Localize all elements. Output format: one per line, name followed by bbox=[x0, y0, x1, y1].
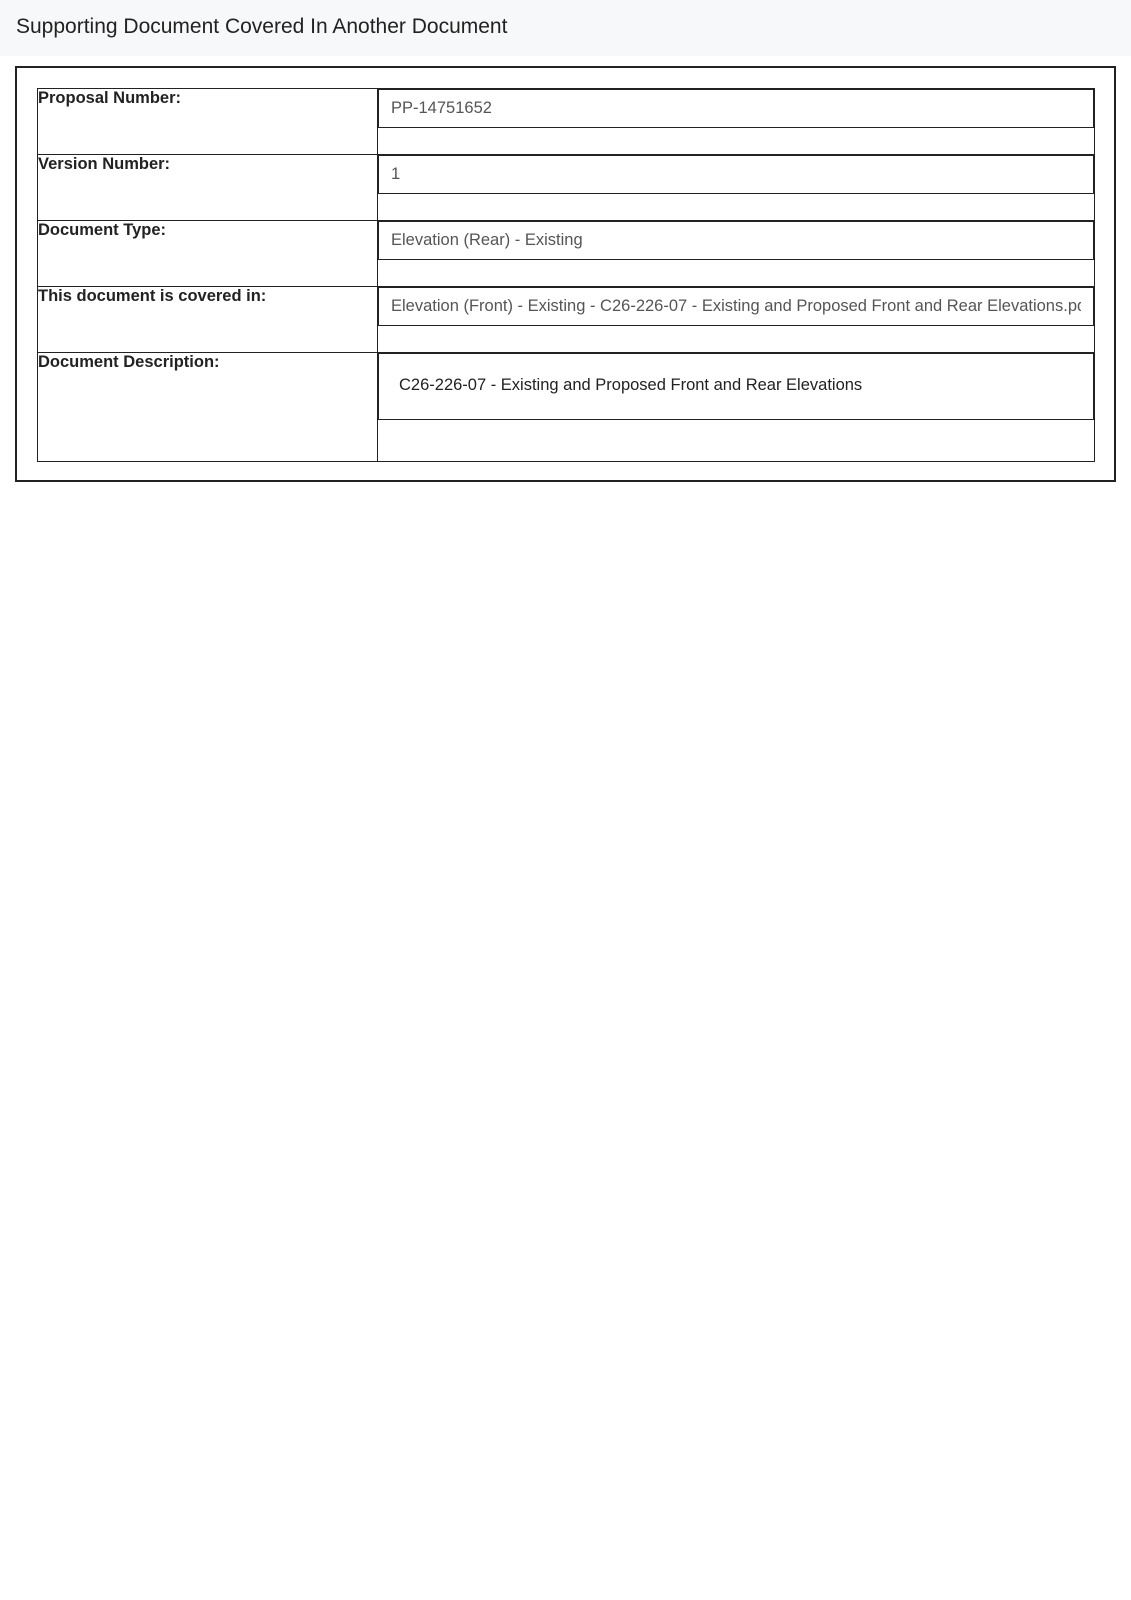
table-row bbox=[38, 287, 1095, 353]
document-type-field[interactable] bbox=[378, 221, 1094, 260]
proposal-number-label: Proposal Number: bbox=[38, 89, 378, 155]
document-description-label: Document Description: bbox=[38, 353, 378, 462]
document-details-panel bbox=[15, 66, 1116, 482]
title-bar bbox=[0, 0, 1131, 56]
proposal-number-field[interactable] bbox=[378, 89, 1094, 128]
covered-in-label: This document is covered in: bbox=[38, 287, 378, 353]
page-title: Supporting Document Covered In Another Document bbox=[16, 15, 508, 38]
version-number-field[interactable] bbox=[378, 155, 1094, 194]
document-details-table bbox=[37, 88, 1095, 462]
document-type-label: Document Type: bbox=[38, 221, 378, 287]
table-row bbox=[38, 89, 1095, 155]
covered-in-field[interactable] bbox=[378, 287, 1094, 326]
table-row bbox=[38, 155, 1095, 221]
document-description-field[interactable]: C26-226-07 - Existing and Proposed Front and Rear Elevations bbox=[378, 353, 1094, 420]
table-row bbox=[38, 221, 1095, 287]
version-number-label: Version Number: bbox=[38, 155, 378, 221]
table-row bbox=[38, 353, 1095, 462]
